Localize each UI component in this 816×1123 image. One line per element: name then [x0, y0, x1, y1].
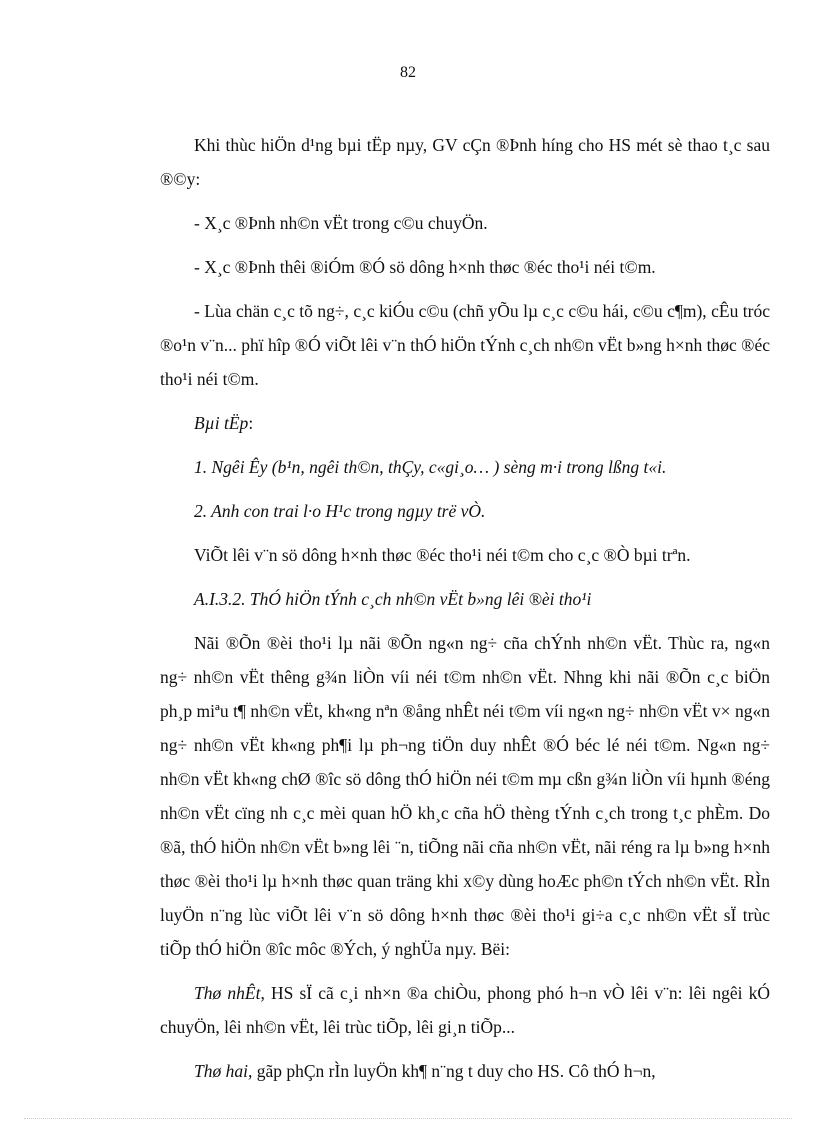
paragraph-intro: Khi thùc hiÖn d¹ng bµi tËp nµy, GV cÇn ®Þnh híng cho HS mét sè thao t¸c sau ®©y: [160, 135, 770, 189]
list-item-character: - X¸c ®Þnh nh©n vËt trong c©u chuyÖn. [194, 213, 488, 233]
first-reason-lead: Thø nhÊt [194, 983, 261, 1003]
list-item-word-choice: - Lùa chän c¸c tõ ng÷, c¸c kiÓu c©u (chñ yÕu lµ c¸c c©u hái, c©u c¶m), cÊu tróc ®o¹n v¨n... phï hîp ®Ó viÕt lêi v¨n thÓ hiÖn tÝnh c¸ch nh©n vËt b»ng h×nh thøc ®éc tho¹i néi t©m. [160, 301, 770, 389]
exercise-instruction: ViÕt lêi v¨n sö dông h×nh thøc ®éc tho¹i néi t©m cho c¸c ®Ò bµi trªn. [194, 545, 691, 565]
page-bottom-divider [24, 1118, 792, 1119]
paragraph-first-reason [160, 976, 770, 1044]
first-reason-text: , HS sÏ cã c¸i nh×n ®a chiÒu, phong phó h¬n vÒ lêi v¨n: lêi ngêi kÓ chuyÖn, lêi nh©n vËt, lêi trùc tiÕp, lêi gi¸n tiÕp... [160, 983, 770, 1037]
exercise-item-1: 1. Ngêi Êy (b¹n, ngêi th©n, thÇy, c«gi¸o… ) sèng m·i trong lßng t«i. [194, 457, 667, 477]
exercise-item-2: 2. Anh con trai l·o H¹c trong ngµy trë vÒ. [194, 501, 486, 521]
section-heading: A.I.3.2. ThÓ hiÖn tÝnh c¸ch nh©n vËt b»ng lêi ®èi tho¹i [194, 589, 592, 609]
exercise-label: Bµi tËp [194, 413, 249, 433]
second-reason-text: gãp phÇn rÌn luyÖn kh¶ n¨ng t duy cho HS. Cô thÓ h¬n, [252, 1061, 656, 1081]
second-reason-lead: Thø hai, [194, 1061, 253, 1081]
document-body [160, 128, 770, 1098]
exercise-heading [160, 406, 770, 440]
paragraph-dialogue: Nãi ®Õn ®èi tho¹i lµ nãi ®Õn ng«n ng÷ cña chÝnh nh©n vËt. Thùc ra, ng«n ng÷ nh©n vËt thêng g¾n liÒn víi néi t©m nh©n vËt. Nhng khi nãi ®Õn c¸c biÖn ph¸p miªu t¶ nh©n vËt, kh«ng nªn ®ång nhÊt néi t©m víi ng«n ng÷ nh©n vËt v× ng«n ng÷ nh©n vËt kh«ng ph¶i lµ ph¬ng tiÖn duy nhÊt ®Ó béc lé néi t©m. Ng«n ng÷ nh©n vËt kh«ng chØ ®îc sö dông thÓ hiÖn néi t©m mµ cßn g¾n liÒn víi hµnh ®éng nh©n vËt cïng nh c¸c mèi quan hÖ kh¸c cña hÖ thèng tÝnh c¸ch trong t¸c phÈm. Do ®ã, thÓ hiÖn nh©n vËt b»ng lêi ¨n, tiÕng nãi cña nh©n vËt, nãi réng ra lµ b»ng h×nh thøc ®èi tho¹i lµ h×nh thøc quan träng khi x©y dùng hoÆc ph©n tÝch nh©n vËt. RÌn luyÖn n¨ng lùc viÕt lêi v¨n sö dông h×nh thøc ®èi tho¹i gi÷a c¸c nh©n vËt sÏ trùc tiÕp thÓ hiÖn ®îc môc ®Ých, ý nghÜa nµy. Bëi: [160, 633, 770, 959]
page-number: 82 [400, 64, 416, 81]
exercise-colon: : [248, 413, 254, 433]
list-item-moment: - X¸c ®Þnh thêi ®iÓm ®Ó sö dông h×nh thøc ®éc tho¹i néi t©m. [194, 257, 656, 277]
paragraph-second-reason [160, 1054, 770, 1088]
